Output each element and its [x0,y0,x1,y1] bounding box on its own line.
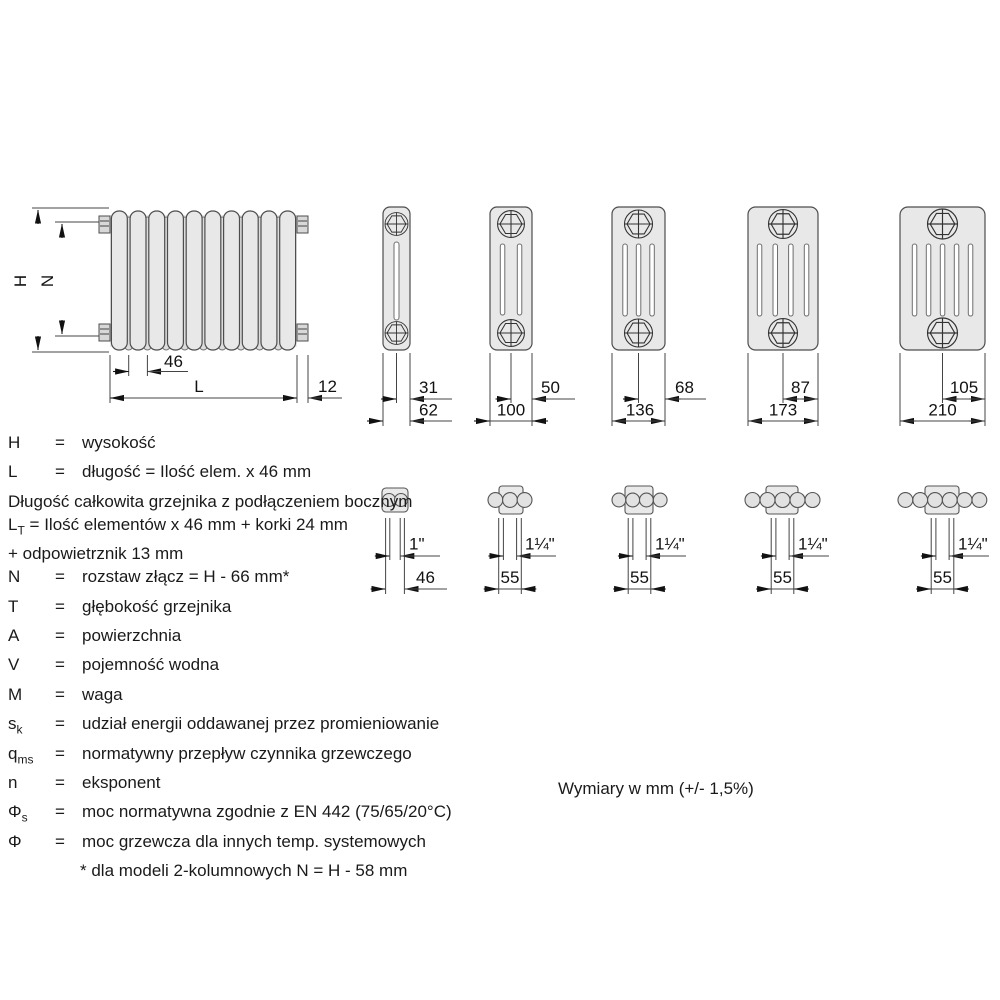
legend-symbol: T [8,596,19,616]
plug-icon [498,320,525,347]
dim-label-side-connection: 12 [318,377,337,396]
legend-symbol: N [8,567,21,587]
dim-label-connection: 1¼" [525,534,555,554]
legend-footnote: * dla modeli 2-kolumnowych N = H - 58 mm [80,861,408,881]
legend-row: Φ = moc grzewcza dla innych temp. systemowych [8,830,498,859]
legend-definition: udział energii oddawanej przez promieniowanie [82,714,440,734]
plug-icon [769,319,798,348]
dim-label-depth-full: 100 [496,400,526,420]
legend-definition: moc grzewcza dla innych temp. systemowych [82,831,426,851]
dim-label-pitch: 55 [500,568,520,587]
legend-symbol: A [8,625,20,645]
legend-row: L = długość = Ilość elem. x 46 mm [8,460,498,489]
legend-symbol: $s_k$ [8,714,23,737]
legend-definition: eksponent [82,772,161,792]
legend-symbol: M [8,684,23,704]
legend-symbol: V [8,655,20,675]
top-view-6-column [898,486,989,594]
legend-row: H = wysokość [8,431,498,460]
legend-symbol: L [8,462,18,482]
dim-label-pitch: 55 [630,568,649,587]
legend-row: M = waga [8,683,498,712]
plug-icon [928,318,958,348]
legend-definition: wysokość [82,433,156,452]
dim-label-height: H [11,274,30,288]
legend-row: n = eksponent [8,771,498,800]
legend-row: N = rozstaw złącz = H - 66 mm* [8,565,498,594]
cross-section-6-column [900,207,985,426]
cross-section-2-column [367,207,452,426]
top-view-5-column [745,486,829,594]
legend-symbol: H [8,433,21,452]
plug-icon [625,319,653,347]
dim-label-connection: 1" [409,534,425,554]
plug-icon [928,209,958,239]
legend-row: A = powierzchnia [8,624,498,653]
plug-icon [625,210,653,238]
legend-note: Długość całkowita grzejnika z podłączeniem bocznym [8,491,413,511]
cross-section-4-column [612,207,706,426]
dim-label-element-width: 46 [164,352,183,371]
legend-definition: długość = Ilość elem. x 46 mm [82,462,312,482]
dim-label-conn-spacing: N [38,274,57,288]
legend-row: T = głębokość grzejnika [8,595,498,624]
dim-label-depth-full: 136 [625,400,655,420]
legend-row: $\Phi_s$ = moc normatywna zgodnie z EN 442 (75/65/20°C) [8,800,498,829]
plug-icon [769,210,798,239]
radiator-front-view [11,208,342,403]
dim-label-depth-half: 87 [791,378,810,397]
cross-section-3-column [474,207,575,426]
dim-label-depth-full: 62 [419,400,438,420]
legend-note: + odpowietrznik 13 mm [8,544,184,564]
legend-symbol: $\Phi_s$ [8,802,28,825]
legend [8,431,498,882]
legend-row: $s_k$ = udział energii oddawanej przez promieniowanie [8,712,498,741]
cross-section-5-column [748,207,818,426]
dim-label-pitch: 55 [773,568,792,587]
plug-icon [385,213,408,236]
dim-label-depth-full: 210 [928,400,957,420]
legend-definition: moc normatywna zgodnie z EN 442 (75/65/20°C) [82,802,452,822]
units-note: Wymiary w mm (+/- 1,5%) [558,779,754,798]
dim-label-depth-half: 105 [949,378,979,397]
dim-label-length: L [194,377,204,396]
dim-label-pitch: 55 [933,568,952,587]
legend-definition: rozstaw złącz = H - 66 mm* [82,567,290,587]
legend-row: $q_{ms}$ = normatywny przepływ czynnika grzewczego [8,742,498,771]
dim-label-depth-half: 68 [675,378,694,397]
legend-symbol: n [8,772,18,792]
top-view-4-column [612,486,686,594]
plug-icon [498,211,525,238]
dim-label-depth-half: 31 [419,378,438,397]
legend-note: $L_T$ = Ilość elementów x 46 mm + korki 24 mm [8,514,348,538]
legend-definition: pojemność wodna [82,655,220,675]
legend-symbol: Φ [8,831,22,851]
dim-label-connection: 1¼" [798,534,828,554]
dim-label-connection: 1¼" [958,534,988,554]
dim-label-depth-full: 173 [768,400,798,420]
dim-label-pitch: 46 [416,568,435,587]
legend-definition: głębokość grzejnika [82,596,232,616]
legend-definition: waga [82,684,123,704]
legend-definition: normatywny przepływ czynnika grzewczego [82,743,412,763]
legend-definition: powierzchnia [82,625,182,645]
legend-symbol: $q_{ms}$ [8,743,34,766]
dim-label-connection: 1¼" [655,534,685,554]
plug-icon [385,322,408,345]
dim-label-depth-half: 50 [541,378,560,397]
legend-row: V = pojemność wodna [8,653,498,682]
